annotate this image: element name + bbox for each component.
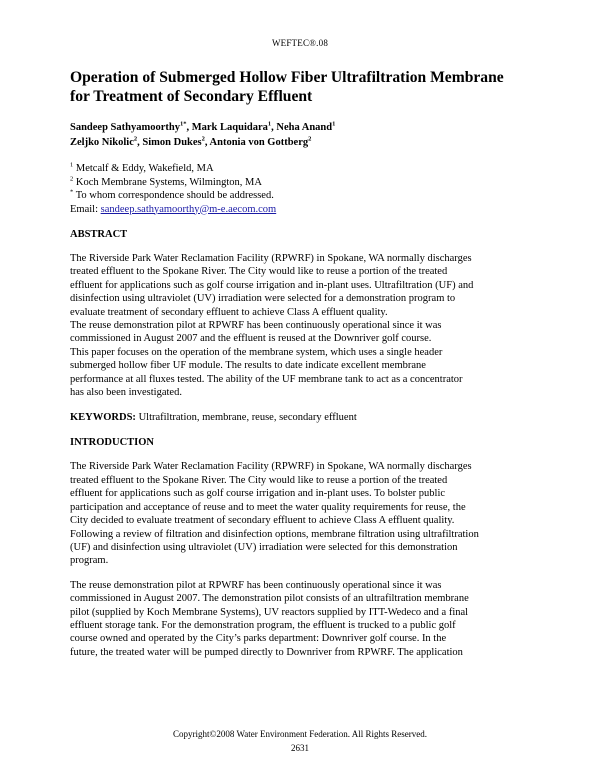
author-name: Neha Anand [276, 122, 333, 133]
page-content [70, 68, 532, 659]
running-header: WEFTEC®.08 [271, 38, 329, 48]
text-line: The Riverside Park Water Reclamation Facility (RPWRF) in Spokane, WA normally discharges [70, 253, 472, 264]
text-line: effluent for applications such as golf course irrigation and in-plant uses. Ultrafiltration (UF) and [70, 279, 474, 291]
author-separator: , [204, 137, 210, 148]
copyright-notice: Copyright©2008 Water Environment Federation. All Rights Reserved. [173, 729, 427, 739]
author-affil-mark: 1 [267, 120, 272, 128]
keywords-label: KEYWORDS: [70, 412, 136, 424]
author-name: Sandeep Sathyamoorthy [70, 122, 180, 133]
affil-mark: 1 [70, 161, 74, 169]
text-line: pilot (supplied by Koch Membrane Systems), UV reactors supplied by ITT-Wedeco and a final [70, 606, 469, 618]
text-line: The reuse demonstration pilot at RPWRF has been continuously operational since it was [70, 579, 442, 591]
author-name: Antonia von Gottberg [209, 137, 309, 148]
title-line: Operation of Submerged Hollow Fiber Ultrafiltration Membrane [70, 69, 504, 86]
abstract-paragraph [70, 252, 532, 399]
text-line: commissioned in August 2007. The demonstration pilot consists of an ultrafiltration membrane [70, 593, 469, 605]
email-link[interactable]: sandeep.sathyamoorthy@m-e.aecom.com [100, 203, 277, 215]
text-line: program. [70, 555, 109, 567]
author-affil-mark: 1* [179, 120, 187, 128]
introduction-paragraph [70, 460, 532, 567]
author-affil-mark: 2 [308, 135, 312, 143]
text-line: Following a review of filtration and disinfection options, membrane filtration using ultrafiltration [70, 528, 479, 540]
affil-mark: * [70, 188, 74, 196]
text-line: performance at all fluxes tested. The ability of the UF membrane tank to act as a concentrator [70, 373, 463, 385]
affil-mark: 2 [70, 175, 74, 182]
text-line: (UF) and disinfection using ultraviolet (UV) irradiation were selected for this demonstration [70, 541, 458, 553]
author-affil-mark: 2 [133, 135, 138, 143]
author-separator: , [137, 137, 143, 148]
affiliation-text: To whom correspondence should be addressed. [75, 190, 274, 201]
author-separator: , [271, 122, 277, 133]
text-line: The Riverside Park Water Reclamation Facility (RPWRF) in Spokane, WA normally discharges [70, 461, 472, 473]
affiliations [70, 162, 532, 216]
text-line: participation and acceptance of reuse and to meet the water quality requirements for reuse, the [70, 501, 466, 513]
text-line: effluent storage tank. For the demonstration program, the effluent is trucked to a public golf [70, 619, 456, 631]
text-line: effluent for applications such as golf course irrigation and in-plant uses. To bolster public [70, 488, 446, 500]
author-affil-mark: 1 [332, 120, 336, 128]
author-affil-mark: 2 [201, 135, 205, 143]
text-line: course owned and operated by the City’s parks department: Downriver golf course. In the [70, 633, 447, 645]
author-name: Zeljko Nikolic [70, 137, 134, 148]
text-line: future, the treated water will be pumped directly to Downriver from RPWRF. The application [70, 646, 463, 658]
author-separator: , [186, 122, 192, 133]
text-line: submerged hollow fiber UF module. The results to date indicate excellent membrane [70, 360, 426, 372]
author-line [70, 135, 532, 150]
text-line: City decided to evaluate treatment of secondary effluent to achieve Class A effluent quality. [70, 515, 455, 527]
affiliation-text: Metcalf & Eddy, Wakefield, MA [75, 163, 214, 174]
title-line: for Treatment of Secondary Effluent [70, 88, 313, 105]
introduction-paragraph [70, 579, 532, 659]
introduction-heading: INTRODUCTION [70, 437, 155, 449]
keywords-text: Ultrafiltration, membrane, reuse, secondary effluent [135, 412, 357, 424]
keywords [70, 411, 532, 424]
email-label: Email: [70, 203, 101, 215]
text-line: treated effluent to the Spokane River. The City would like to reuse a portion of the treated [70, 474, 448, 486]
text-line: commissioned in August 2007 and the effluent is reused at the Downriver golf course. [70, 333, 432, 345]
affiliation-text: Koch Membrane Systems, Wilmington, MA [75, 176, 262, 188]
author-list [70, 120, 532, 150]
text-line: disinfection using ultraviolet (UV) irradiation were selected for a demonstration program to [70, 293, 456, 305]
email-line [70, 203, 532, 217]
page-number: 2631 [291, 743, 309, 753]
text-line: The reuse demonstration pilot at RPWRF has been continuously operational since it was [70, 320, 442, 332]
paper-title [70, 68, 532, 106]
affiliation-line [70, 176, 532, 190]
text-line: evaluate treatment of secondary effluent to achieve Class A effluent quality. [70, 306, 388, 318]
text-line: This paper focuses on the operation of the membrane system, which uses a single header [70, 346, 443, 358]
abstract-heading: ABSTRACT [70, 229, 128, 240]
affiliation-line [70, 162, 532, 176]
text-line: has also been investigated. [70, 387, 182, 399]
author-name: Mark Laquidara [191, 122, 268, 133]
text-line: treated effluent to the Spokane River. The City would like to reuse a portion of the treated [70, 266, 448, 278]
affiliation-line [70, 189, 532, 203]
author-line [70, 120, 532, 135]
author-name: Simon Dukes [142, 137, 202, 148]
page-footer [0, 727, 600, 755]
